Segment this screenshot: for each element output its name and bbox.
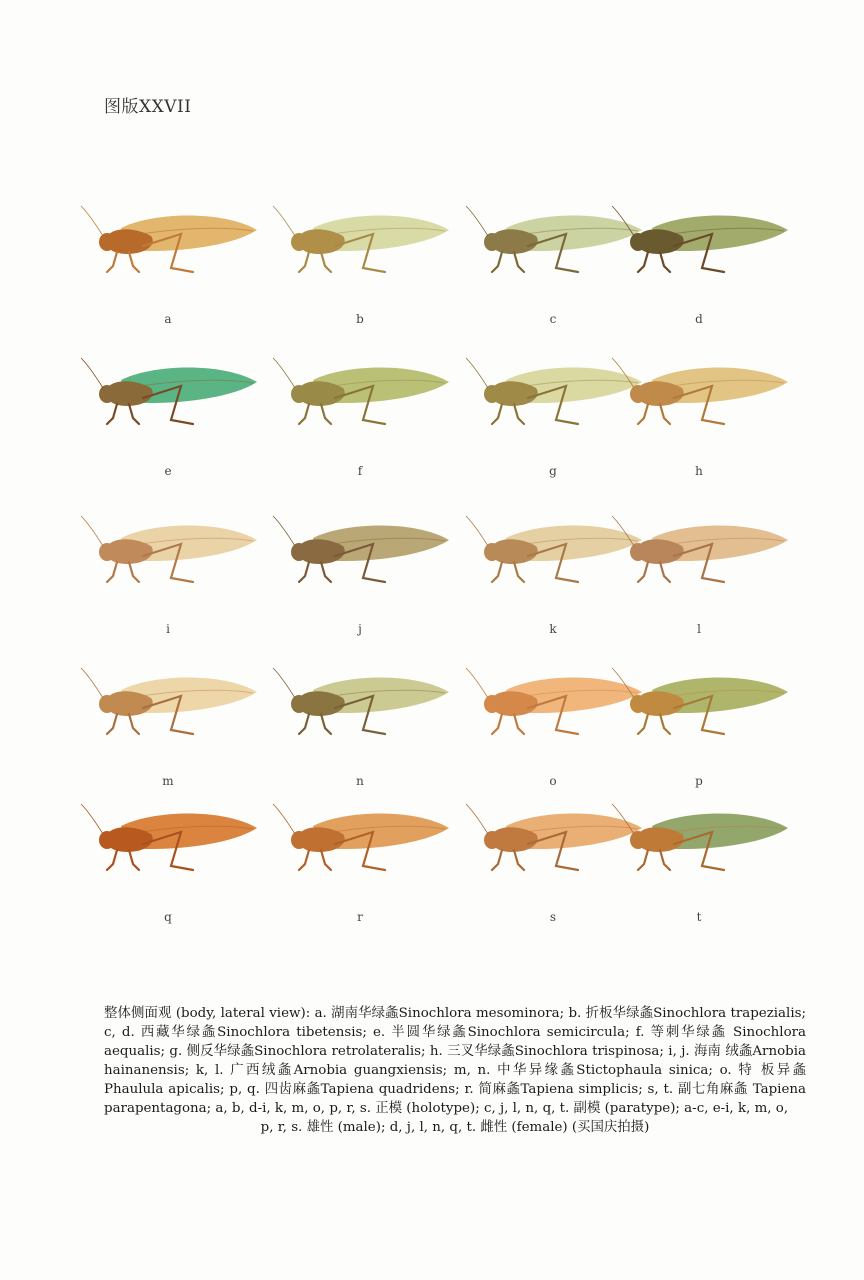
figure-label: g xyxy=(549,464,557,478)
specimen-figure-i xyxy=(73,510,263,640)
figure-label: s xyxy=(549,910,557,924)
caption-line: 绒螽Arnobia hainanensis; k, l. 广西绒螽Arnobia guangxiensis; m, n. 中华异缘螽Stictophaula sinica; o. 特 xyxy=(104,1044,806,1078)
figure-label: t xyxy=(696,910,702,924)
caption-line: 整体侧面观 (body, lateral view): a. 湖南华绿螽Sinochlora mesominora; b. 折板华绿螽Sinochlora xyxy=(104,1006,727,1021)
specimen-figure-b xyxy=(265,200,455,330)
katydid-photo xyxy=(73,352,263,462)
figure-label: e xyxy=(164,464,172,478)
specimen-figure-p xyxy=(604,662,794,792)
caption-line: Tapiena parapentagona; a, b, d-i, k, m, o, p, r, s. 正模 (holotype); c, j, l, n, q, t. 副模 (paratype); a-c, e-i, k, m, o, xyxy=(104,1082,806,1116)
plate-caption xyxy=(104,1004,806,1137)
specimen-figure-q xyxy=(73,798,263,928)
caption-line: p, r, s. 雄性 (male); d, j, l, n, q, t. 雌性 (female) (买国庆拍摄) xyxy=(260,1120,650,1135)
katydid-photo xyxy=(604,200,794,310)
specimen-figure-a xyxy=(73,200,263,330)
figure-label: m xyxy=(162,774,174,788)
katydid-photo xyxy=(73,662,263,772)
specimen-figure-r xyxy=(265,798,455,928)
figure-label: q xyxy=(164,910,172,924)
figure-label: h xyxy=(695,464,703,478)
caption-line: Sinochlora aequalis; g. 侧反华绿螽Sinochlora retrolateralis; h. 三叉华绿螽Sinochlora trispinosa; i, j. 海南 xyxy=(104,1025,807,1059)
figure-label: d xyxy=(695,312,703,326)
figure-label: o xyxy=(549,774,557,788)
katydid-photo xyxy=(73,200,263,310)
katydid-photo xyxy=(265,510,455,620)
katydid-photo xyxy=(265,200,455,310)
specimen-figure-d xyxy=(604,200,794,330)
katydid-photo xyxy=(265,662,455,772)
specimen-figure-e xyxy=(73,352,263,482)
katydid-photo xyxy=(73,798,263,908)
katydid-photo xyxy=(604,510,794,620)
plate-title: 图版XXVII xyxy=(104,97,192,117)
figure-label: c xyxy=(549,312,557,326)
caption-line: 板异螽Phaulula apicalis; p, q. 四齿麻螽Tapiena quadridens; r. 简麻螽Tapiena simplicis; s, t. 副七角麻螽 xyxy=(104,1063,806,1097)
figure-label: f xyxy=(357,464,363,478)
specimen-figure-n xyxy=(265,662,455,792)
katydid-photo xyxy=(73,510,263,620)
katydid-photo xyxy=(604,352,794,462)
figure-label: i xyxy=(166,622,170,636)
figure-label: b xyxy=(356,312,364,326)
figure-label: k xyxy=(549,622,557,636)
specimen-figure-l xyxy=(604,510,794,640)
katydid-photo xyxy=(265,798,455,908)
specimen-figure-m xyxy=(73,662,263,792)
figure-label: r xyxy=(357,910,363,924)
specimen-figure-j xyxy=(265,510,455,640)
figure-label: p xyxy=(695,774,703,788)
katydid-photo xyxy=(265,352,455,462)
katydid-photo xyxy=(604,662,794,772)
figure-label: a xyxy=(164,312,172,326)
specimen-figure-f xyxy=(265,352,455,482)
figure-label: j xyxy=(358,622,362,636)
caption-line: trapezialis; c, d. 西藏华绿螽Sinochlora tibetensis; e. 半圆华绿螽Sinochlora semicircula; f. 等刺华绿螽 xyxy=(104,1006,806,1040)
specimen-figure-t xyxy=(604,798,794,928)
figure-label: l xyxy=(697,622,701,636)
katydid-photo xyxy=(604,798,794,908)
figure-label: n xyxy=(356,774,364,788)
specimen-figure-h xyxy=(604,352,794,482)
